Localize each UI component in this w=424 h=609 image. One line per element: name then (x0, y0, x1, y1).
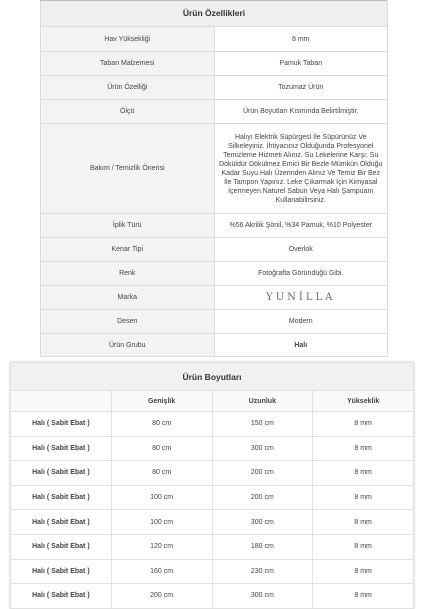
column-header-length: Uzunluk (212, 391, 313, 412)
dimensions-header-row (11, 391, 414, 412)
property-value: Modern (214, 310, 388, 334)
row-label: Halı ( Sabit Ebat ) (11, 559, 112, 584)
property-label: Ölçü (41, 100, 215, 124)
property-row-size (41, 100, 388, 124)
property-label: Bakım / Temizlik Önerisi (41, 124, 215, 214)
height-cell: 8 mm (313, 584, 414, 609)
property-row-care (41, 124, 388, 214)
property-value: 8 mm (214, 27, 388, 52)
property-row-base-material (41, 52, 388, 76)
property-value: Halıyı Elektrik Süpürgesi İle Süpürünüz Ve Silkeleyiniz. İhtiyacınız Olduğunda Profesyonel Temizleme Hizmeti Alınız. Su Lekelerine Karşı; Su Döküldür Dökülmez Emici Bir Bezle Mümkün Olduğu Kadar Suyu Halı Üzerinden Alınız Ve Temiz Bir Bez İle Tampon Yapınız. Leke Çıkarmak İçin Kimyasal İçermeyen Naturel Sabun Veya Halı Şampuanı Kullanabilirsiniz. (214, 124, 388, 214)
property-label: Kenar Tipi (41, 238, 215, 262)
property-label: Desen (41, 310, 215, 334)
row-label: Halı ( Sabit Ebat ) (11, 510, 112, 535)
column-header-width: Genişlik (111, 391, 212, 412)
property-value: %56 Akrilik Şönil, %34 Pamuk, %10 Polyester (214, 214, 388, 238)
width-cell: 200 cm (111, 584, 212, 609)
length-cell: 300 cm (212, 436, 313, 461)
property-value: Halı (214, 334, 388, 357)
dimensions-title-row (11, 363, 414, 391)
length-cell: 230 cm (212, 559, 313, 584)
width-cell: 100 cm (111, 485, 212, 510)
height-cell: 8 mm (313, 436, 414, 461)
height-cell: 8 mm (313, 412, 414, 437)
height-cell: 8 mm (313, 534, 414, 559)
table-row (11, 534, 414, 559)
property-value: Fotoğrafta Göründüğü Gibi. (214, 262, 388, 286)
property-row-pile-height (41, 27, 388, 52)
property-row-product-group (41, 334, 388, 357)
property-row-yarn (41, 214, 388, 238)
property-row-feature (41, 76, 388, 100)
row-label: Halı ( Sabit Ebat ) (11, 534, 112, 559)
property-value: Tozumaz Ürün (214, 76, 388, 100)
property-value: Overlok (214, 238, 388, 262)
table-row (11, 485, 414, 510)
row-label: Halı ( Sabit Ebat ) (11, 436, 112, 461)
property-label: Taban Malzemesi (41, 52, 215, 76)
width-cell: 100 cm (111, 510, 212, 535)
property-row-brand (41, 286, 388, 310)
table-row (11, 436, 414, 461)
brand-logo-cell (214, 286, 388, 310)
table-row (11, 559, 414, 584)
width-cell: 80 cm (111, 412, 212, 437)
height-cell: 8 mm (313, 461, 414, 486)
length-cell: 300 cm (212, 510, 313, 535)
height-cell: 8 mm (313, 559, 414, 584)
table-row (11, 461, 414, 486)
length-cell: 300 cm (212, 584, 313, 609)
row-label: Halı ( Sabit Ebat ) (11, 584, 112, 609)
column-header-height: Yükseklik (313, 391, 414, 412)
property-label: Hav Yüksekliği (41, 27, 215, 52)
table-row (11, 412, 414, 437)
length-cell: 200 cm (212, 485, 313, 510)
row-label: Halı ( Sabit Ebat ) (11, 485, 112, 510)
length-cell: 180 cm (212, 534, 313, 559)
properties-title: Ürün Özellikleri (41, 1, 388, 27)
dimensions-title: Ürün Boyutları (11, 363, 414, 391)
column-header (11, 391, 112, 412)
row-label: Halı ( Sabit Ebat ) (11, 461, 112, 486)
property-label: Ürün Özelliği (41, 76, 215, 100)
width-cell: 160 cm (111, 559, 212, 584)
brand-logo: YUNİLLA (266, 291, 336, 303)
property-label: İplik Türü (41, 214, 215, 238)
height-cell: 8 mm (313, 510, 414, 535)
length-cell: 200 cm (212, 461, 313, 486)
property-row-edge (41, 238, 388, 262)
width-cell: 80 cm (111, 436, 212, 461)
property-label: Marka (41, 286, 215, 310)
product-properties-table (40, 0, 388, 357)
property-row-pattern (41, 310, 388, 334)
product-dimensions-table (10, 362, 414, 609)
row-label: Halı ( Sabit Ebat ) (11, 412, 112, 437)
table-row (11, 510, 414, 535)
width-cell: 80 cm (111, 461, 212, 486)
property-label: Ürün Grubu (41, 334, 215, 357)
property-row-color (41, 262, 388, 286)
width-cell: 120 cm (111, 534, 212, 559)
height-cell: 8 mm (313, 485, 414, 510)
property-label: Renk (41, 262, 215, 286)
properties-title-row (41, 1, 388, 27)
property-value: Ürün Boyutları Kısmında Belirtilmiştir. (214, 100, 388, 124)
table-row (11, 584, 414, 609)
property-value: Pamuk Taban (214, 52, 388, 76)
length-cell: 150 cm (212, 412, 313, 437)
